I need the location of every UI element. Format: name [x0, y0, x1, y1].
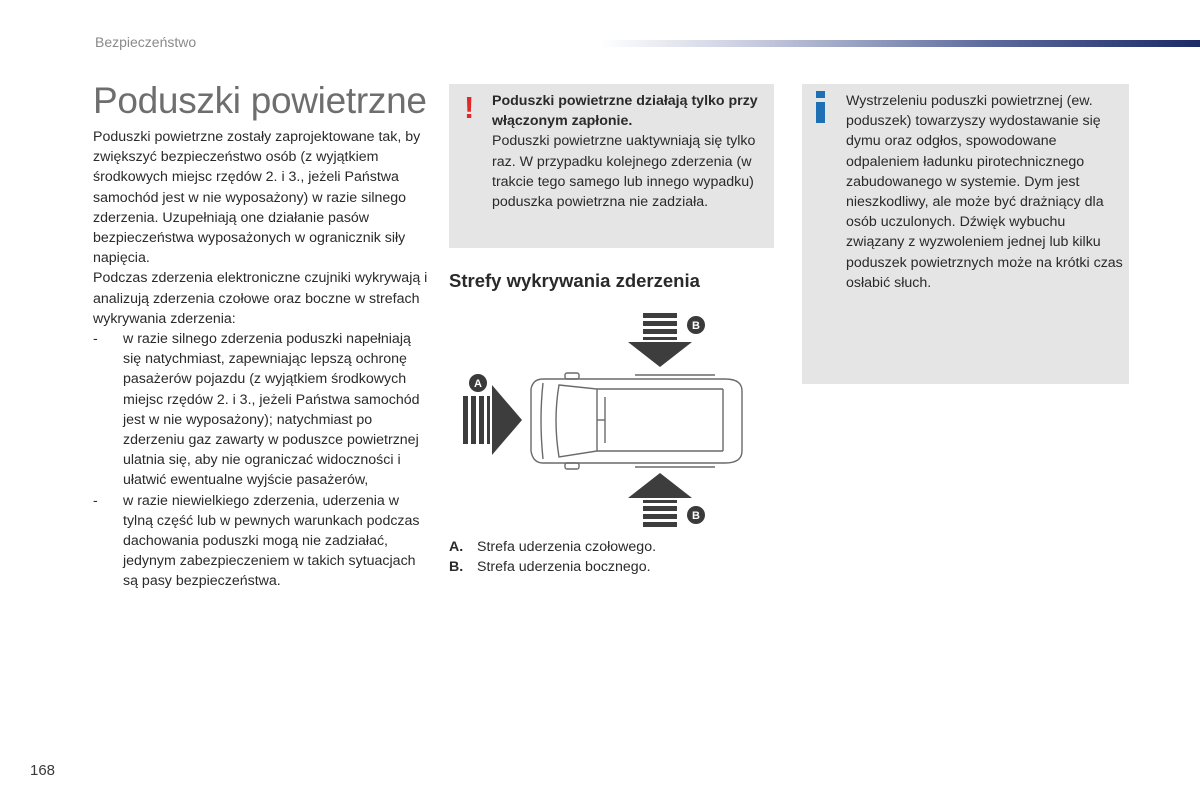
marker-b-top-label: B: [692, 320, 700, 332]
marker-a-label: A: [474, 378, 482, 390]
list-item: [93, 491, 428, 592]
marker-b-top: [687, 316, 705, 334]
bullet-dash: -: [93, 492, 98, 509]
legend-text: Strefa uderzenia bocznego.: [477, 559, 651, 576]
warning-body: Poduszki powietrzne uaktywniają się tylko raz. W przypadku kolejnego zderzenia (w trakcie tego samego lub innego wypadku) poduszka powietrzna nie zadziała.: [492, 133, 756, 211]
header-bar: [600, 40, 1200, 47]
warning-bold: Poduszki powietrzne działają tylko przy włączonym zapłonie.: [492, 93, 758, 130]
info-icon: [815, 89, 827, 125]
bullet-text: w razie niewielkiego zderzenia, uderzenia w tylną część lub w pewnych warunkach podczas dachowania poduszki mogą nie zadziałać, jedynym zabezpieczeniem w takich sytuacjach są pasy bezpieczeństwa.: [123, 492, 420, 590]
marker-a: [469, 374, 487, 392]
bullet-list: [93, 329, 428, 592]
detection-paragraph: Podczas zderzenia elektroniczne czujniki wykrywają i analizują zderzenia czołowe oraz boczne w strefach wykrywania zderzenia:: [93, 270, 428, 327]
zones-heading: Strefy wykrywania zderzenia: [449, 270, 700, 291]
legend-key: A.: [449, 539, 464, 555]
crash-zones-diagram: [455, 305, 755, 530]
page-number: 168: [30, 762, 56, 779]
intro-paragraph: Poduszki powietrzne zostały zaprojektowane tak, by zwiększyć bezpieczeństwo osób (z wyjątkiem środkowych miejsc rzędów 2. i 3., jeżeli Państwa samochód jest w nie wyposażony) w razie silnego zderzenia. Uzupełniają one działanie pasów bezpieczeństwa wyposażonych w ogranicznik siły napięcia.: [93, 129, 421, 267]
exclamation-icon: !: [464, 90, 475, 125]
list-item: [93, 329, 428, 491]
van-top-view: [531, 373, 742, 469]
side-impact-arrow-bottom: [628, 473, 692, 527]
legend-item: [449, 557, 656, 577]
side-impact-arrow-top: [628, 313, 692, 367]
bullet-text: w razie silnego zderzenia poduszki napełniają się natychmiast, zapewniając lepszą ochronę pasażerów pojazdu (z wyjątkiem środkowych miejsc rzędów 2. i 3., jeżeli Państwa samochód jest w nie wyposażony); natychmiast po zderzeniu gaz zawarty w poduszce powietrznej ulatnia się, aby nie ograniczać widoczności i ułatwić ewentualne wyjście pasażerów,: [123, 331, 420, 489]
warning-box: [449, 84, 774, 248]
warning-text: [492, 91, 767, 212]
legend-key: B.: [449, 559, 464, 576]
diagram-legend: [449, 537, 656, 577]
marker-b-bottom-label: B: [692, 510, 700, 522]
front-impact-arrow: [463, 385, 522, 455]
section-label: Bezpieczeństwo: [95, 34, 197, 50]
bullet-dash: -: [93, 331, 98, 348]
marker-b-bottom: [687, 506, 705, 524]
left-column: [93, 127, 428, 592]
info-box: [802, 84, 1129, 384]
legend-text: Strefa uderzenia czołowego.: [477, 539, 657, 555]
page-title: Poduszki powietrzne: [93, 80, 427, 121]
info-text: Wystrzeleniu poduszki powietrznej (ew. poduszek) towarzyszy wydostawanie się dymu oraz odgłos, spowodowane odpaleniem ładunku pirotechnicznego zabudowanego w systemie. Dym jest nieszkodliwy, ale może być drażniący dla osób uczulonych. Dźwięk wybuchu związany z wyzwoleniem jednej lub kilku poduszek powietrznych może na krótki czas osłabić słuch.: [846, 93, 1123, 291]
legend-item: [449, 537, 656, 557]
